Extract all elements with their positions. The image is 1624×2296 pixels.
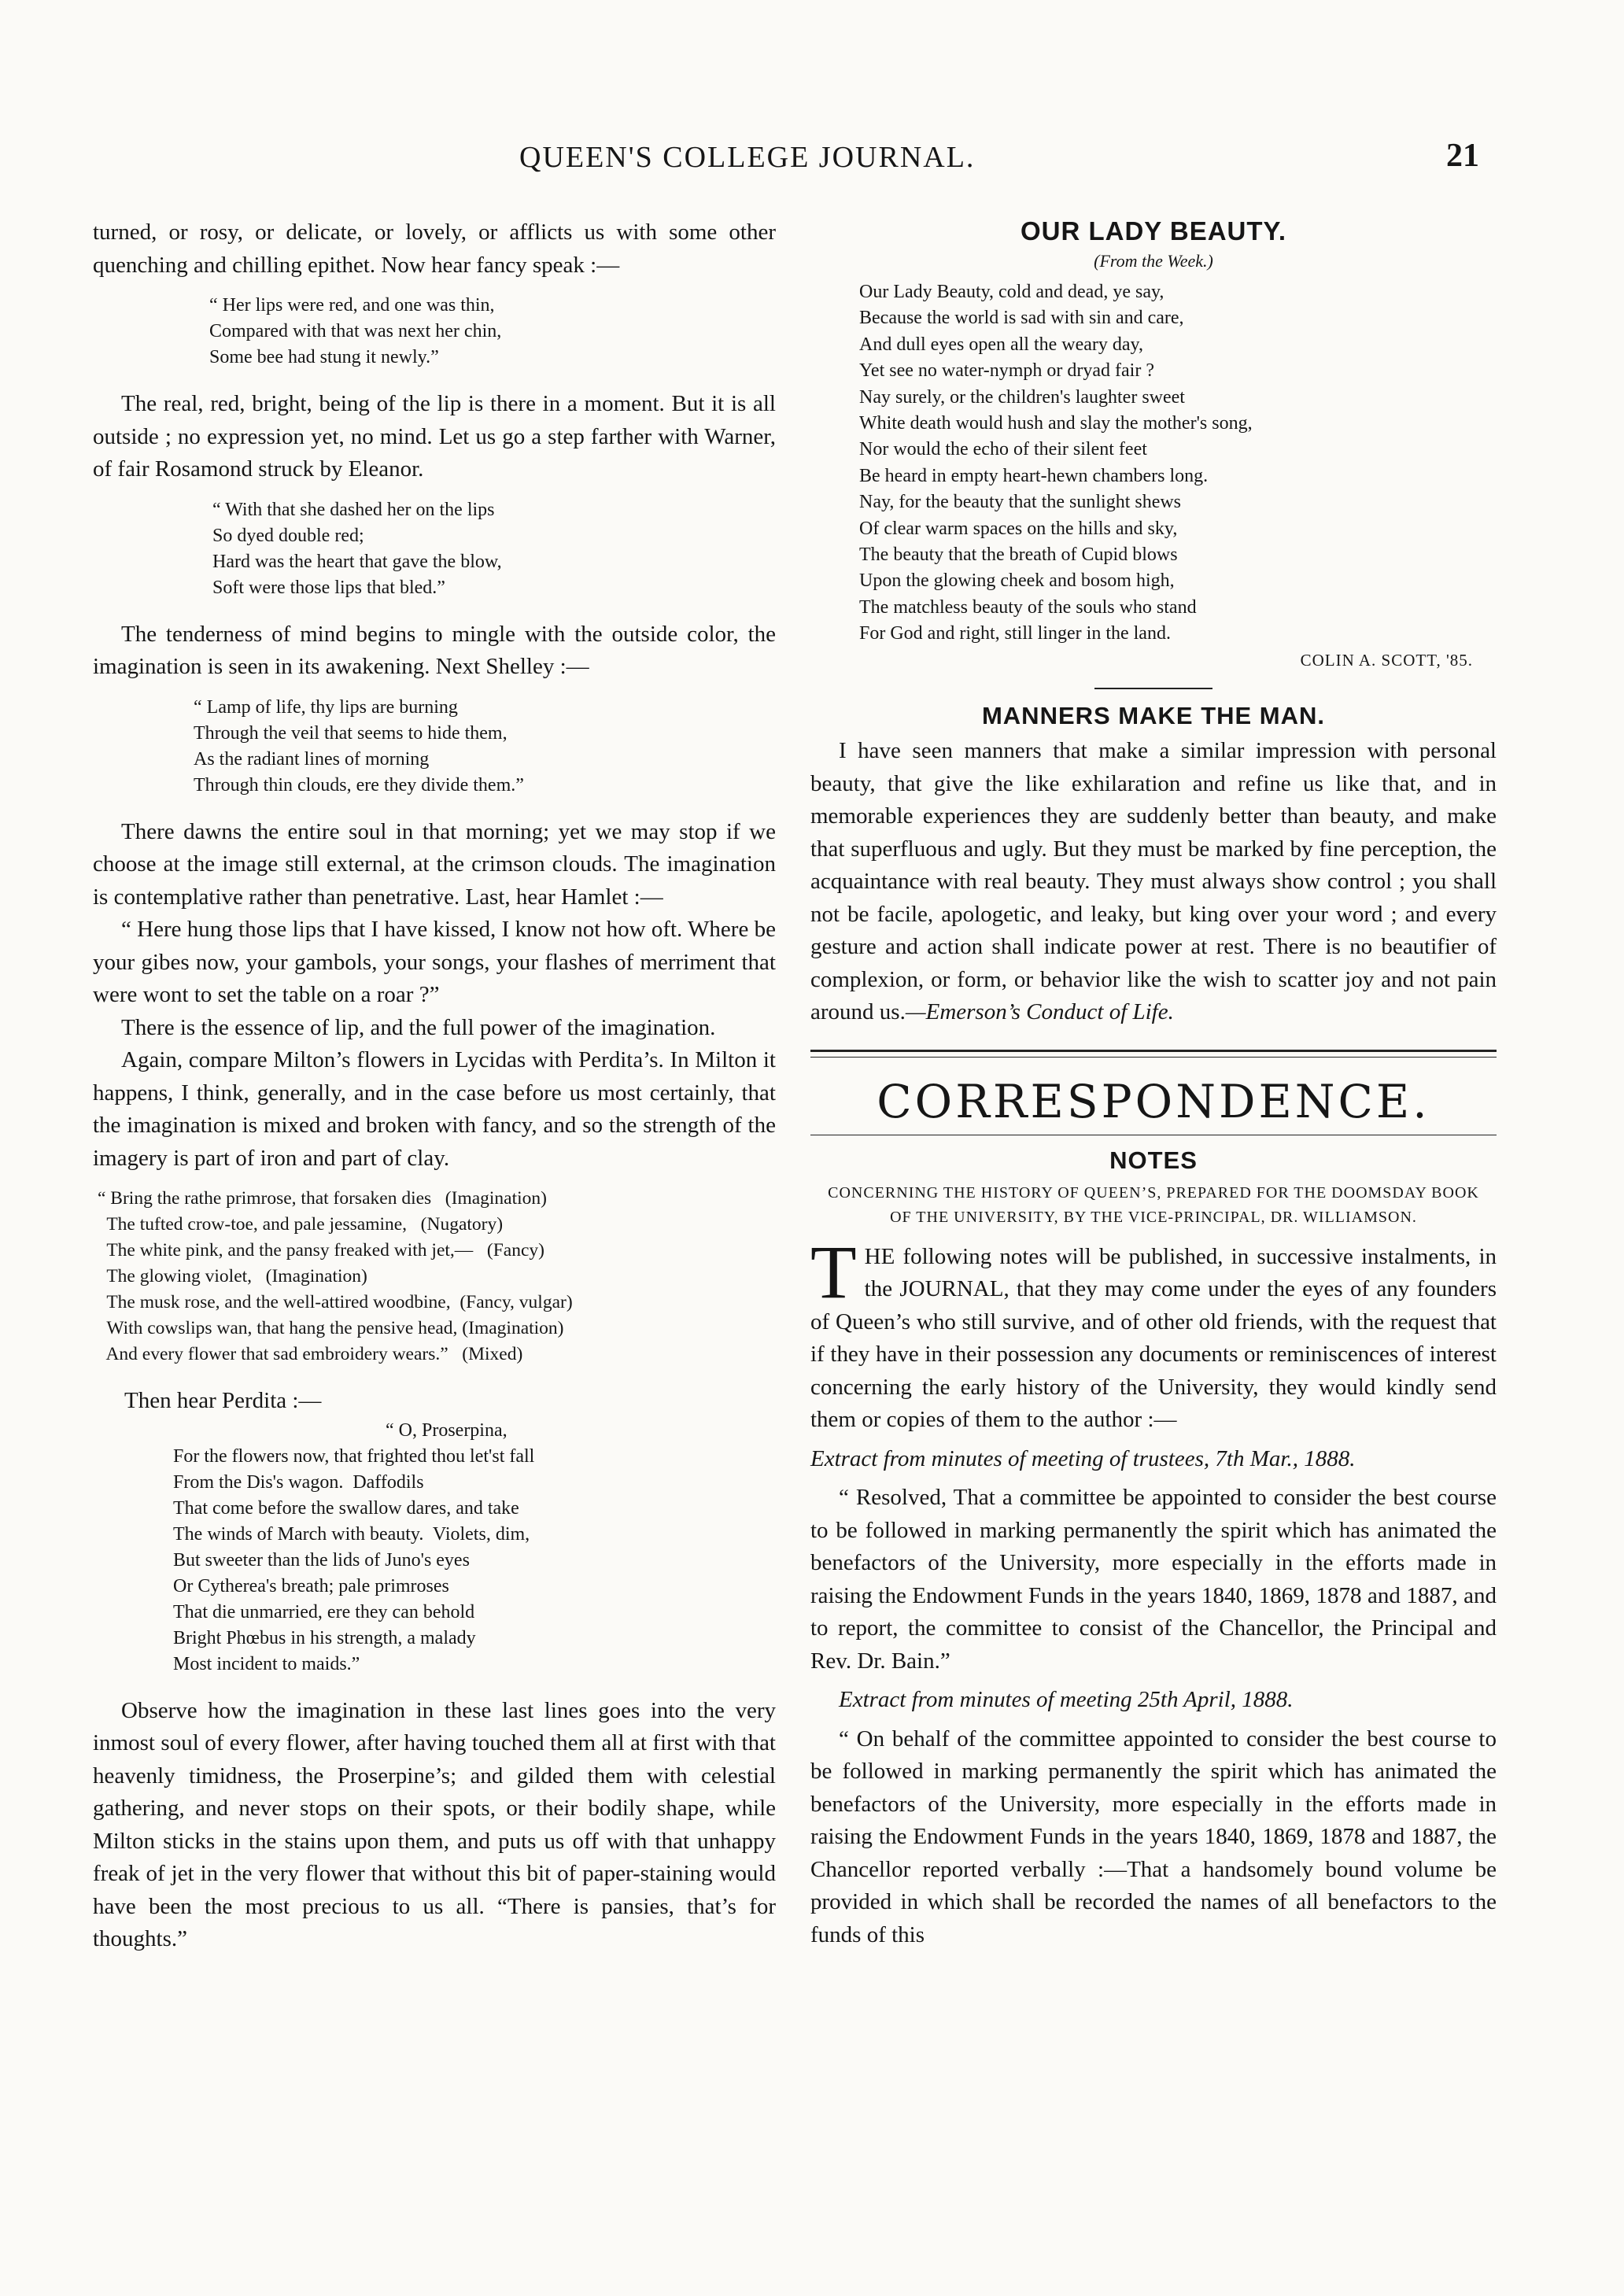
poem-line: Upon the glowing cheek and bosom high, (859, 570, 1175, 592)
poem-line: Of clear warm spaces on the hills and sky, (859, 518, 1178, 539)
notes-intro-text: HE following notes will be published, in successive instalments, in the JOURNAL, that they may come under the eyes of any founders of Queen’s who still survive, and of other old friends, with the request that if they have in their possession any documents or reminiscences of interest concerning the early history of the University, they would kindly send them or copies of them to the author :— (810, 1243, 1497, 1433)
poem-line: Be heard in empty heart-hewn chambers long. (859, 465, 1209, 486)
verse-line: Hard was the heart that gave the blow, (212, 551, 502, 572)
poem-title: OUR LADY BEAUTY. (1020, 216, 1287, 245)
verse-line: Most incident to maids.” (173, 1653, 360, 1674)
verse-line: For the flowers now, that frighted thou let'st fall (173, 1445, 535, 1467)
verse-line: The white pink, and the pansy freaked with jet,— (Fancy) (98, 1240, 544, 1261)
verse-line: That die unmarried, ere they can behold (173, 1601, 475, 1622)
page-number: 21 (1446, 138, 1479, 174)
paragraph: “ Here hung those lips that I have kissed, I know not how oft. Where be your gibes now, your gambols, your songs, your flashes of merriment that were wont to set the table on a roar ?” (93, 917, 776, 1007)
paragraph: turned, or rosy, or delicate, or lovely, or afflicts us with some other quenching and chilling epithet. Now hear fancy speak :— (93, 220, 776, 278)
paragraph-manners (810, 735, 1497, 1029)
manners-attribution: —Emerson’s Conduct of Life. (905, 999, 1174, 1025)
verse-line: The winds of March with beauty. Violets, dim, (173, 1523, 530, 1545)
poem-line: Nor would the echo of their silent feet (859, 439, 1147, 460)
notes-intro (810, 1229, 1497, 1437)
extract-heading: Extract from minutes of meeting 25th April, 1888. (839, 1687, 1294, 1713)
verse-perdita (93, 1418, 776, 1678)
verse-line: Bright Phœbus in his strength, a malady (173, 1627, 476, 1648)
poem-line: And dull eyes open all the weary day, (859, 334, 1143, 355)
poem-line: Because the world is sad with sin and care, (859, 308, 1184, 329)
double-rule (810, 1050, 1497, 1058)
poem-signature: COLIN A. SCOTT, '85. (1300, 650, 1473, 670)
paragraph: There is the essence of lip, and the full power of the imagination. (121, 1014, 716, 1040)
paragraph: Then hear Perdita :— (124, 1388, 322, 1413)
verse-line: “ O, Proserpina, (386, 1419, 507, 1441)
correspondence-heading: CORRESPONDENCE. (877, 1074, 1430, 1128)
verse-line: “ Bring the rathe primrose, that forsaken dies (Imagination) (98, 1188, 547, 1209)
verse-line: Or Cytherea's breath; pale primroses (173, 1575, 449, 1596)
left-column (93, 216, 776, 1956)
verse-line: With cowslips wan, that hang the pensive head, (Imagination) (98, 1318, 564, 1338)
paragraph: The tenderness of mind begins to mingle with the outside color, the imagination is seen in its awakening. Next Shelley :— (93, 621, 776, 679)
paragraph: Again, compare Milton’s flowers in Lycidas with Perdita’s. In Milton it happens, I think, generally, and in the case before us most certainly, that the imagination is mixed and broken with fancy, and so the strength of the imagery is part of iron and part of clay. (93, 1047, 776, 1171)
committee-report: “ On behalf of the committee appointed to consider the best course to be followed in marking permanently the spirit which has animated the benefactors of the University, more especially in the efforts made in raising the Endowment Funds in the years 1840, 1869, 1878 and 1887, the Chancellor reported verbally :—That a handsomely bound volume be provided in which shall be recorded the names of all benefactors to the funds of this (810, 1726, 1497, 1947)
verse-line: Through thin clouds, ere they divide them.” (194, 774, 524, 795)
verse-line: “ With that she dashed her on the lips (212, 499, 495, 520)
notes-subtitle: CONCERNING THE HISTORY OF QUEEN’S, PREPARED FOR THE DOOMSDAY BOOK OF THE UNIVERSITY, BY THE VICE-PRINCIPAL, DR. WILLIAMSON. (828, 1183, 1479, 1226)
poem-source: (From the Week.) (1094, 251, 1213, 271)
poem-line: Our Lady Beauty, cold and dead, ye say, (859, 282, 1164, 302)
drop-cap: T (810, 1229, 857, 1314)
verse-line: “ Her lips were red, and one was thin, (209, 295, 495, 316)
paragraph: There dawns the entire soul in that morning; yet we may stop if we choose at the image still external, at the crimson clouds. The imagination is contemplative rather than penetrative. Last, hear Hamlet :— (93, 818, 776, 910)
verse-line: The musk rose, and the well-attired woodbine, (Fancy, vulgar) (98, 1292, 573, 1312)
paragraph: The real, red, bright, being of the lip is there in a moment. But it is all outside ; no expression yet, no mind. Let us go a step farther with Warner, of fair Rosamond struck by Eleanor. (93, 391, 776, 482)
right-column (810, 216, 1497, 1951)
verse-line: The glowing violet, (Imagination) (98, 1266, 367, 1286)
poem-line: Nay, for the beauty that the sunlight shews (859, 492, 1182, 513)
section-divider (1094, 688, 1212, 689)
verse-line: The tufted crow-toe, and pale jessamine, (Nugatory) (98, 1214, 504, 1235)
verse-warner (93, 497, 776, 601)
poem-our-lady-beauty (810, 279, 1497, 674)
verse-line: So dyed double red; (212, 525, 364, 546)
verse-line: Some bee had stung it newly.” (209, 347, 439, 367)
extract-heading: Extract from minutes of meeting of trustees, 7th Mar., 1888. (810, 1445, 1356, 1471)
verse-milton (93, 1186, 776, 1368)
verse-line: As the radiant lines of morning (194, 748, 430, 770)
verse-fancy (93, 293, 776, 371)
manners-text: I have seen manners that make a similar impression with personal beauty, that give the like exhilaration and refine us like that, and in memorable experiences they are suddenly better than beauty, and make that superfluous and ugly. But they must be marked by fine perception, the acquaintance with real beauty. They must always show control ; you shall not be facile, apologetic, and leaky, but king over your word ; and every gesture and action shall indicate power at rest. There is no beautifier of complexion, or form, or behavior like the wish to scatter joy and not pain around us. (810, 738, 1497, 1025)
verse-line: Through the veil that seems to hide them, (194, 722, 507, 744)
poem-line: Nay surely, or the children's laughter sweet (859, 386, 1185, 408)
poem-line: The matchless beauty of the souls who stand (859, 596, 1197, 618)
resolution-quote: “ Resolved, That a committee be appointed to consider the best course to be followed in marking permanently the spirit which has animated the benefactors of the University, more especially in the efforts made in raising the Endowment Funds in the years 1840, 1869, 1878 and 1887, and to report, the committee to consist of the Chancellor, the Principal and Rev. Dr. Bain.” (810, 1485, 1497, 1674)
running-head (0, 140, 1624, 187)
verse-line: That come before the swallow dares, and take (173, 1497, 519, 1519)
notes-title: NOTES (1109, 1146, 1198, 1174)
verse-line: Compared with that was next her chin, (209, 321, 502, 341)
verse-shelley (93, 695, 776, 799)
paragraph: Observe how the imagination in these last lines goes into the very inmost soul of every flower, after having touched them all at first with that heavenly timidness, the Proserpine’s; and gilded them with celestial gathering, and never stops on their spots, or their bodily shape, while Milton sticks in the stains upon them, and puts us off with that unhappy freak of jet in the very flower that without this bit of paper-staining would have been the most precious to us all. “There is pansies, that’s for thoughts.” (93, 1697, 776, 1951)
verse-line: But sweeter than the lids of Juno's eyes (173, 1549, 470, 1571)
poem-line: The beauty that the breath of Cupid blows (859, 544, 1178, 566)
journal-title: QUEEN'S COLLEGE JOURNAL. (519, 141, 976, 174)
poem-line: For God and right, still linger in the land. (859, 623, 1171, 644)
poem-line: White death would hush and slay the mother's song, (859, 413, 1253, 434)
verse-line: Soft were those lips that bled.” (212, 577, 445, 598)
section-title-manners: MANNERS MAKE THE MAN. (981, 702, 1326, 730)
verse-line: “ Lamp of life, thy lips are burning (194, 696, 458, 718)
poem-line: Yet see no water-nymph or dryad fair ? (859, 360, 1154, 382)
verse-line: And every flower that sad embroidery wears.” (Mixed) (98, 1344, 523, 1364)
verse-line: From the Dis's wagon. Daffodils (173, 1471, 424, 1493)
